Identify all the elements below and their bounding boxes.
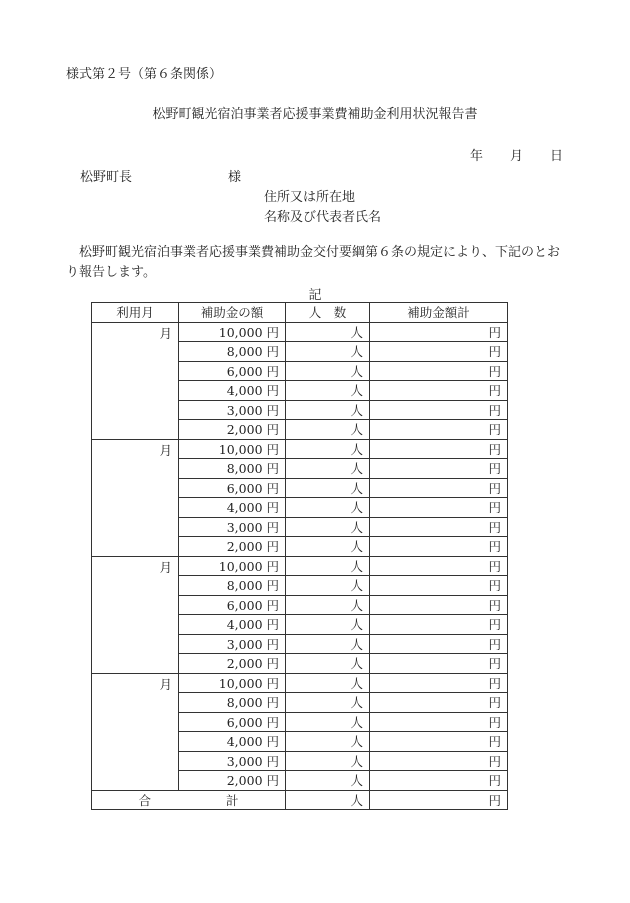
people-count-cell[interactable]: 人 — [286, 537, 370, 557]
honorific: 様 — [228, 170, 242, 185]
grand-total-cell[interactable]: 円 — [370, 790, 508, 810]
subsidy-total-cell[interactable]: 円 — [370, 517, 508, 537]
subsidy-amount-cell: 2,000 円 — [179, 771, 286, 791]
subsidy-amount-cell: 3,000 円 — [179, 751, 286, 771]
subsidy-total-cell[interactable]: 円 — [370, 576, 508, 596]
form-number: 様式第２号（第６条関係） — [66, 67, 223, 82]
people-count-cell[interactable]: 人 — [286, 400, 370, 420]
date-day: 日 — [550, 149, 564, 164]
people-count-cell[interactable]: 人 — [286, 420, 370, 440]
table-row — [92, 673, 508, 693]
subsidy-total-cell[interactable]: 円 — [370, 673, 508, 693]
people-count-cell[interactable]: 人 — [286, 361, 370, 381]
subsidy-total-cell[interactable]: 円 — [370, 771, 508, 791]
header-subsidy-amount: 補助金の額 — [179, 303, 286, 323]
usage-month-cell[interactable]: 月 — [92, 322, 179, 439]
people-count-cell[interactable]: 人 — [286, 439, 370, 459]
report-table — [91, 302, 508, 810]
ki-heading: 記 — [308, 288, 322, 303]
subsidy-total-cell[interactable]: 円 — [370, 420, 508, 440]
subsidy-amount-cell: 2,000 円 — [179, 537, 286, 557]
people-count-cell[interactable]: 人 — [286, 771, 370, 791]
subsidy-amount-cell: 2,000 円 — [179, 420, 286, 440]
table-row — [92, 556, 508, 576]
subsidy-total-cell[interactable]: 円 — [370, 439, 508, 459]
people-count-cell[interactable]: 人 — [286, 498, 370, 518]
subsidy-amount-cell: 6,000 円 — [179, 712, 286, 732]
subsidy-amount-cell: 6,000 円 — [179, 595, 286, 615]
header-subsidy-total: 補助金額計 — [370, 303, 508, 323]
people-count-cell[interactable]: 人 — [286, 342, 370, 362]
people-count-cell[interactable]: 人 — [286, 478, 370, 498]
date-line — [470, 145, 563, 164]
addressee-name: 松野町長 — [80, 170, 133, 185]
subsidy-total-cell[interactable]: 円 — [370, 615, 508, 635]
subsidy-amount-cell: 3,000 円 — [179, 634, 286, 654]
subsidy-amount-cell: 8,000 円 — [179, 693, 286, 713]
table-row — [92, 439, 508, 459]
people-count-cell[interactable]: 人 — [286, 693, 370, 713]
subsidy-amount-cell: 6,000 円 — [179, 361, 286, 381]
date-year: 年 — [470, 149, 484, 164]
subsidy-amount-cell: 4,000 円 — [179, 498, 286, 518]
people-count-cell[interactable]: 人 — [286, 673, 370, 693]
subsidy-total-cell[interactable]: 円 — [370, 342, 508, 362]
addressee — [80, 166, 242, 185]
people-count-cell[interactable]: 人 — [286, 634, 370, 654]
subsidy-total-cell[interactable]: 円 — [370, 654, 508, 674]
people-count-cell[interactable]: 人 — [286, 459, 370, 479]
subsidy-amount-cell: 8,000 円 — [179, 459, 286, 479]
subsidy-amount-cell: 10,000 円 — [179, 673, 286, 693]
header-usage-month: 利用月 — [92, 303, 179, 323]
subsidy-total-cell[interactable]: 円 — [370, 693, 508, 713]
subsidy-amount-cell: 4,000 円 — [179, 732, 286, 752]
subsidy-total-cell[interactable]: 円 — [370, 595, 508, 615]
body-text: 松野町観光宿泊事業者応援事業費補助金交付要綱第６条の規定により、下記のとおり報告します。 — [66, 245, 561, 280]
subsidy-total-cell[interactable]: 円 — [370, 712, 508, 732]
subsidy-total-cell[interactable]: 円 — [370, 751, 508, 771]
subsidy-total-cell[interactable]: 円 — [370, 556, 508, 576]
subsidy-total-cell[interactable]: 円 — [370, 732, 508, 752]
people-count-cell[interactable]: 人 — [286, 654, 370, 674]
applicant-name-label: 名称及び代表者氏名 — [264, 210, 382, 225]
people-count-cell[interactable]: 人 — [286, 751, 370, 771]
subsidy-amount-cell: 3,000 円 — [179, 400, 286, 420]
header-people-count: 人 数 — [286, 303, 370, 323]
subsidy-amount-cell: 4,000 円 — [179, 381, 286, 401]
subsidy-total-cell[interactable]: 円 — [370, 459, 508, 479]
subsidy-total-cell[interactable]: 円 — [370, 322, 508, 342]
subsidy-amount-cell: 4,000 円 — [179, 615, 286, 635]
people-count-cell[interactable]: 人 — [286, 576, 370, 596]
total-people-cell[interactable]: 人 — [286, 790, 370, 810]
subsidy-amount-cell: 8,000 円 — [179, 342, 286, 362]
usage-month-cell[interactable]: 月 — [92, 439, 179, 556]
people-count-cell[interactable]: 人 — [286, 595, 370, 615]
people-count-cell[interactable]: 人 — [286, 615, 370, 635]
usage-month-cell[interactable]: 月 — [92, 673, 179, 790]
subsidy-total-cell[interactable]: 円 — [370, 400, 508, 420]
subsidy-total-cell[interactable]: 円 — [370, 381, 508, 401]
people-count-cell[interactable]: 人 — [286, 556, 370, 576]
total-row — [92, 790, 508, 810]
subsidy-total-cell[interactable]: 円 — [370, 634, 508, 654]
subsidy-total-cell[interactable]: 円 — [370, 498, 508, 518]
subsidy-amount-cell: 8,000 円 — [179, 576, 286, 596]
subsidy-amount-cell: 10,000 円 — [179, 439, 286, 459]
table-body — [92, 322, 508, 810]
subsidy-amount-cell: 10,000 円 — [179, 556, 286, 576]
subsidy-total-cell[interactable]: 円 — [370, 361, 508, 381]
people-count-cell[interactable]: 人 — [286, 322, 370, 342]
table-header-row — [92, 303, 508, 323]
people-count-cell[interactable]: 人 — [286, 712, 370, 732]
subsidy-amount-cell: 3,000 円 — [179, 517, 286, 537]
applicant-address-label: 住所又は所在地 — [264, 190, 356, 205]
subsidy-amount-cell: 2,000 円 — [179, 654, 286, 674]
subsidy-total-cell[interactable]: 円 — [370, 478, 508, 498]
date-month: 月 — [510, 149, 524, 164]
usage-month-cell[interactable]: 月 — [92, 556, 179, 673]
subsidy-amount-cell: 10,000 円 — [179, 322, 286, 342]
subsidy-amount-cell: 6,000 円 — [179, 478, 286, 498]
table-row — [92, 322, 508, 342]
people-count-cell[interactable]: 人 — [286, 381, 370, 401]
document-title: 松野町観光宿泊事業者応援事業費補助金利用状況報告書 — [152, 107, 478, 122]
total-label: 合 計 — [92, 790, 286, 810]
subsidy-total-cell[interactable]: 円 — [370, 537, 508, 557]
people-count-cell[interactable]: 人 — [286, 517, 370, 537]
people-count-cell[interactable]: 人 — [286, 732, 370, 752]
